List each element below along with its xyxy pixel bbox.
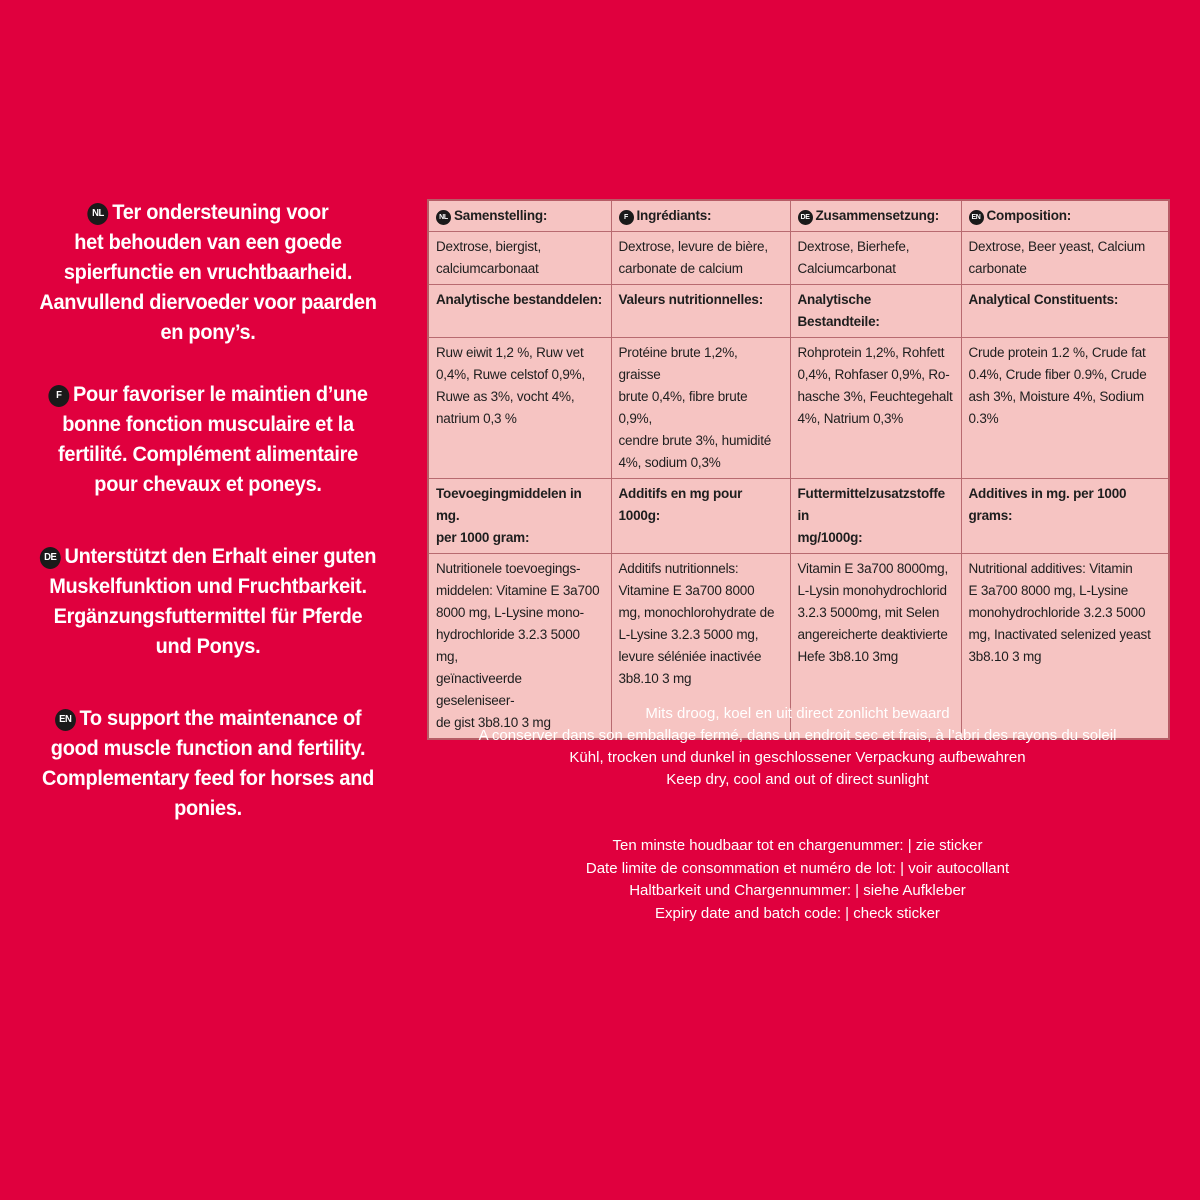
nl-badge-icon: NL	[436, 210, 451, 225]
cell-line: Additifs en mg pour 1000g:	[618, 486, 743, 523]
table-row	[428, 232, 1169, 285]
cell-line: 3b8.10 3 mg	[618, 671, 692, 686]
composition-table	[427, 199, 1170, 740]
additive-header-en	[961, 479, 1169, 554]
claim-line: bonne fonction musculaire et la	[62, 413, 354, 436]
analytical-cell-fr	[611, 338, 790, 479]
table-row	[428, 285, 1169, 338]
cell-line: monohydrochloride 3.2.3 5000	[968, 605, 1146, 620]
cell-line: 0,4%, Ruwe celstof 0,9%,	[436, 367, 586, 382]
cell-line: mg, Inactivated selenized yeast	[968, 627, 1151, 642]
expiry-info	[430, 835, 1165, 925]
cell-line: 0.3%	[968, 411, 999, 426]
cell-line: Nutritional additives: Vitamin	[968, 561, 1133, 576]
cell-line: 8000 mg, L-Lysine mono-	[436, 605, 584, 620]
cell-line: cendre brute 3%, humidité	[618, 433, 772, 448]
cell-line: Additifs nutritionnels:	[618, 561, 739, 576]
cell-line: middelen: Vitamine E 3a700	[436, 583, 600, 598]
additive-header-nl	[428, 479, 611, 554]
cell-line: 0.4%, Crude fiber 0.9%, Crude	[968, 367, 1147, 382]
claim-line: good muscle function and fertility.	[50, 737, 366, 760]
cell-line: hasche 3%, Feuchtegehalt	[797, 389, 953, 404]
claim-line: Pour favoriser le maintien d’une	[73, 383, 368, 406]
storage-line-de: Kühl, trocken und dunkel in geschlossener Verpackung aufbewahren	[569, 749, 1026, 766]
cell-line: calciumcarbonaat	[436, 261, 539, 276]
cell-line: Ruw eiwit 1,2 %, Ruw vet	[436, 345, 584, 360]
cell-line: Toevoegingmiddelen in mg.	[436, 486, 582, 523]
storage-instructions	[430, 703, 1165, 791]
cell-line: carbonate	[968, 261, 1027, 276]
cell-line: Calciumcarbonat	[797, 261, 896, 276]
claim-line: Ter ondersteuning voor	[112, 201, 329, 224]
cell-line: mg, monochlorohydrate de	[618, 605, 775, 620]
composition-cell-nl	[428, 232, 611, 285]
claim-line: het behouden van een goede	[74, 231, 342, 254]
cell-line: Protéine brute 1,2%, graisse	[618, 345, 738, 382]
claim-nl	[28, 198, 389, 348]
claim-line: spierfunctie en vruchtbaarheid.	[63, 261, 353, 284]
claim-de	[28, 542, 389, 662]
cell-line: Dextrose, Beer yeast, Calcium	[968, 239, 1146, 254]
cell-line: mg/1000g:	[797, 530, 863, 545]
product-claims	[18, 198, 398, 824]
expiry-line-de: Haltbarkeit und Chargennummer: | siehe Aufkleber	[629, 882, 966, 899]
cell-line: brute 0,4%, fibre brute 0,9%,	[618, 389, 748, 426]
cell-line: per 1000 gram:	[436, 530, 530, 545]
cell-line: L-Lysin monohydrochlorid	[797, 583, 947, 598]
cell-line: 4%, Natrium 0,3%	[797, 411, 904, 426]
en-language-badge-icon: EN	[55, 709, 76, 731]
cell-line: Futtermittelzusatzstoffe in	[797, 486, 945, 523]
cell-line: Additives in mg. per 1000 grams:	[968, 486, 1127, 523]
header-label: Samenstelling:	[454, 208, 548, 223]
header-cell-de	[790, 200, 961, 232]
analytical-header-nl: Analytische bestanddelen:	[428, 285, 611, 338]
cell-line: 3b8.10 3 mg	[968, 649, 1042, 664]
cell-line: 4%, sodium 0,3%	[618, 455, 721, 470]
claim-line: ponies.	[174, 797, 242, 820]
storage-line-en: Keep dry, cool and out of direct sunlight	[666, 771, 929, 788]
cell-line: Nutritionele toevoegings-	[436, 561, 581, 576]
cell-line: 0,4%, Rohfaser 0,9%, Ro-	[797, 367, 950, 382]
claim-line: en pony’s.	[160, 321, 256, 344]
cell-line: angereicherte deaktivierte	[797, 627, 948, 642]
expiry-line-nl: Ten minste houdbaar tot en chargenummer: | zie sticker	[612, 837, 983, 854]
cell-line: de gist 3b8.10 3 mg	[436, 715, 551, 730]
cell-line: Rohprotein 1,2%, Rohfett	[797, 345, 945, 360]
cell-line: Dextrose, biergist,	[436, 239, 541, 254]
cell-line: Hefe 3b8.10 3mg	[797, 649, 899, 664]
cell-line: Dextrose, levure de bière,	[618, 239, 768, 254]
storage-line-nl: Mits droog, koel en uit direct zonlicht bewaard	[645, 705, 950, 722]
cell-line: Crude protein 1.2 %, Crude fat	[968, 345, 1146, 360]
analytical-header-en: Analytical Constituents:	[961, 285, 1169, 338]
claim-line: Complementary feed for horses and	[41, 767, 375, 790]
header-cell-nl	[428, 200, 611, 232]
cell-line: ash 3%, Moisture 4%, Sodium	[968, 389, 1144, 404]
claim-line: Muskelfunktion und Fruchtbarkeit.	[49, 575, 367, 598]
cell-line: E 3a700 8000 mg, L-Lysine	[968, 583, 1129, 598]
cell-line: levure séléniée inactivée	[618, 649, 762, 664]
cell-line: Vitamin E 3a700 8000mg,	[797, 561, 949, 576]
de-badge-icon: DE	[798, 210, 813, 225]
cell-line: hydrochloride 3.2.3 5000 mg,	[436, 627, 580, 664]
header-label: Composition:	[986, 208, 1072, 223]
table-row	[428, 200, 1169, 232]
storage-line-fr: A conserver dans son emballage fermé, dans un endroit sec et frais, à l’abri des rayons du soleil	[478, 727, 1117, 744]
claim-line: pour chevaux et poneys.	[94, 473, 322, 496]
fr-badge-icon: F	[619, 210, 634, 225]
header-label: Ingrédiants:	[636, 208, 712, 223]
cell-line: 3.2.3 5000mg, mit Selen	[797, 605, 940, 620]
additive-header-fr	[611, 479, 790, 554]
cell-line: geïnactiveerde geseleniseer-	[436, 671, 522, 708]
expiry-line-fr: Date limite de consommation et numéro de lot: | voir autocollant	[585, 859, 1010, 877]
additive-header-de	[790, 479, 961, 554]
claim-line: fertilité. Complément alimentaire	[58, 443, 358, 466]
table-row	[428, 338, 1169, 479]
en-badge-icon: EN	[969, 210, 984, 225]
cell-line: Vitamine E 3a700 8000	[618, 583, 755, 598]
header-label: Zusammensetzung:	[815, 208, 940, 223]
de-language-badge-icon: DE	[40, 547, 61, 569]
cell-line: carbonate de calcium	[618, 261, 743, 276]
claim-line: Ergänzungsfuttermittel für Pferde	[53, 605, 363, 628]
table-row	[428, 479, 1169, 554]
analytical-cell-de	[790, 338, 961, 479]
cell-line: Ruwe as 3%, vocht 4%,	[436, 389, 575, 404]
composition-cell-en	[961, 232, 1169, 285]
analytical-header-de: Analytische Bestandteile:	[790, 285, 961, 338]
claim-line: und Ponys.	[155, 635, 261, 658]
analytical-header-fr: Valeurs nutritionnelles:	[611, 285, 790, 338]
claim-en	[28, 704, 389, 824]
cell-line: L-Lysine 3.2.3 5000 mg,	[618, 627, 759, 642]
cell-line: natrium 0,3 %	[436, 411, 517, 426]
composition-cell-fr	[611, 232, 790, 285]
analytical-cell-en	[961, 338, 1169, 479]
header-cell-fr	[611, 200, 790, 232]
expiry-line-en: Expiry date and batch code: | check sticker	[655, 904, 940, 922]
claim-line: Unterstützt den Erhalt einer guten	[64, 545, 377, 568]
header-cell-en	[961, 200, 1169, 232]
claim-line: Aanvullend diervoeder voor paarden	[39, 291, 377, 314]
analytical-cell-nl	[428, 338, 611, 479]
claim-fr	[28, 380, 389, 500]
cell-line: Dextrose, Bierhefe,	[797, 239, 910, 254]
nl-language-badge-icon: NL	[88, 203, 109, 225]
claim-line: To support the maintenance of	[79, 707, 362, 730]
fr-language-badge-icon: F	[48, 385, 69, 407]
composition-cell-de	[790, 232, 961, 285]
